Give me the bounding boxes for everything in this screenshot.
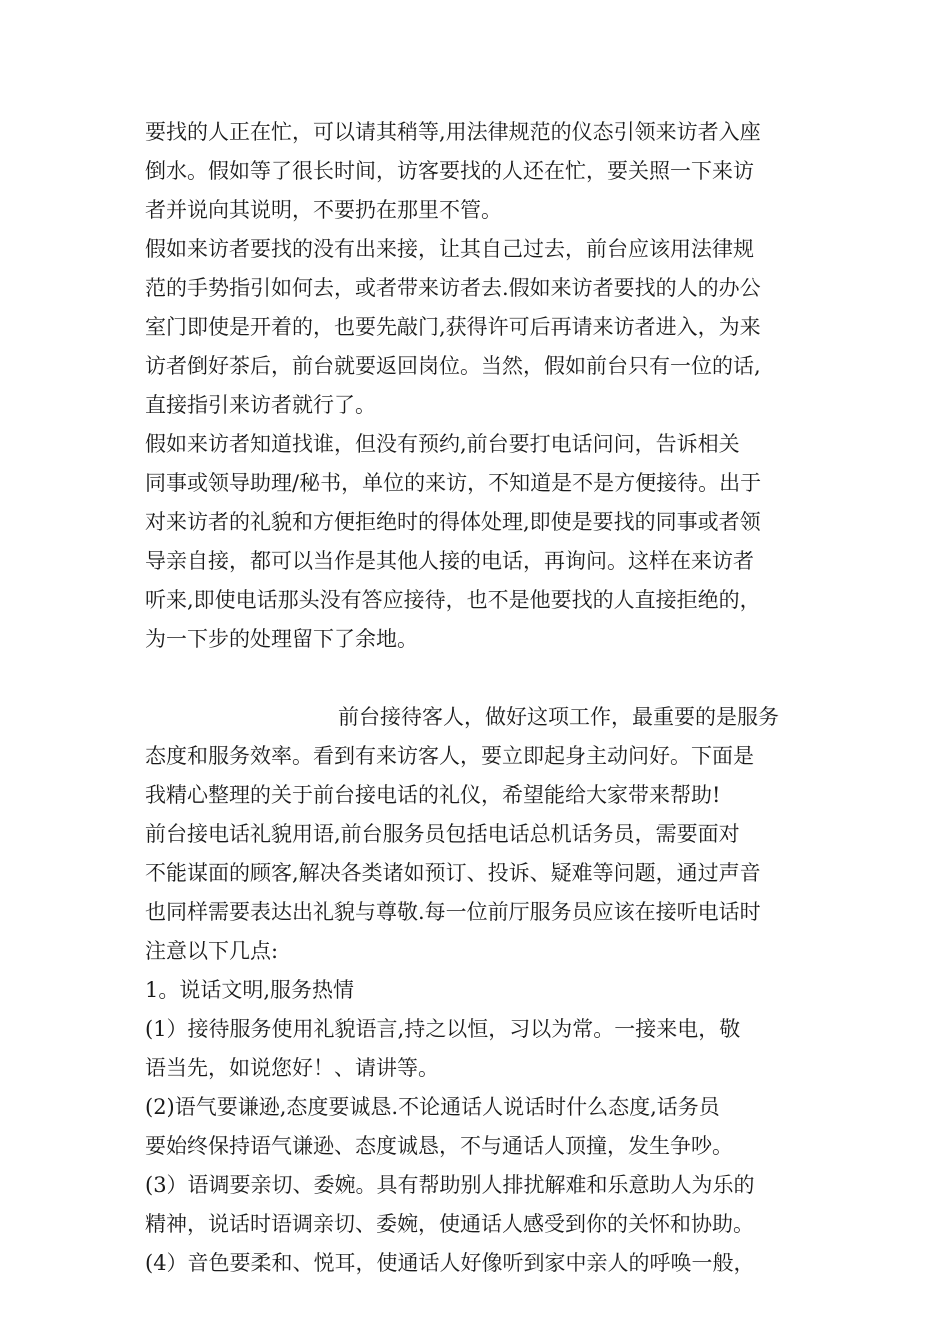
text-line: 室门即使是开着的，也要先敲门,获得许可后再请来访者进入，为来 bbox=[145, 315, 761, 339]
text-line: 直接指引来访者就行了。 bbox=[145, 393, 376, 417]
text-line: 不能谋面的顾客,解决各类诸如预订、投诉、疑难等问题，通过声音 bbox=[145, 861, 761, 885]
text-line: 对来访者的礼貌和方便拒绝时的得体处理,即使是要找的同事或者领 bbox=[145, 510, 761, 534]
text-line: 为一下步的处理留下了余地。 bbox=[145, 627, 418, 651]
text-line: (3）语调要亲切、委婉。具有帮助别人排扰解难和乐意助人为乐的 bbox=[145, 1173, 755, 1197]
text-line: 注意以下几点: bbox=[145, 939, 279, 963]
text-line: 同事或领导助理/秘书，单位的来访，不知道是不是方便接待。出于 bbox=[145, 471, 762, 495]
text-line: 导亲自接，都可以当作是其他人接的电话，再询问。这样在来访者 bbox=[145, 549, 754, 573]
text-line: 听来,即使电话那头没有答应接待，也不是他要找的人直接拒绝的， bbox=[145, 588, 761, 612]
text-line: 前台接待客人，做好这项工作，最重要的是服务 bbox=[338, 705, 779, 729]
text-line: 态度和服务效率。看到有来访客人，要立即起身主动问好。下面是 bbox=[145, 744, 754, 768]
text-line: 范的手势指引如何去，或者带来访者去.假如来访者要找的人的办公 bbox=[145, 276, 761, 300]
text-line: 假如来访者要找的没有出来接，让其自己过去，前台应该用法律规 bbox=[145, 237, 754, 261]
text-line: 精神，说话时语调亲切、委婉，使通话人感受到你的关怀和协助。 bbox=[145, 1212, 754, 1236]
text-line: 假如来访者知道找谁，但没有预约,前台要打电话问问，告诉相关 bbox=[145, 432, 740, 456]
text-line: 1。说话文明,服务热情 bbox=[145, 978, 355, 1002]
text-line: 也同样需要表达出礼貌与尊敬.每一位前厅服务员应该在接听电话时 bbox=[145, 900, 761, 924]
text-line: 访者倒好茶后，前台就要返回岗位。当然，假如前台只有一位的话, bbox=[145, 354, 761, 378]
text-line: 倒水。假如等了很长时间，访客要找的人还在忙，要关照一下来访 bbox=[145, 159, 754, 183]
text-line: 前台接电话礼貌用语,前台服务员包括电话总机话务员，需要面对 bbox=[145, 822, 740, 846]
text-line: 者并说向其说明，不要扔在那里不管。 bbox=[145, 198, 502, 222]
text-line: 我精心整理的关于前台接电话的礼仪，希望能给大家带来帮助! bbox=[145, 783, 721, 807]
text-line: 语当先，如说您好！、请讲等。 bbox=[145, 1056, 439, 1080]
text-line: 要找的人正在忙，可以请其稍等,用法律规范的仪态引领来访者入座 bbox=[145, 120, 761, 144]
text-line: (2)语气要谦逊,态度要诚恳.不论通话人说话时什么态度,话务员 bbox=[145, 1095, 720, 1119]
text-line: (4）音色要柔和、悦耳，使通话人好像听到家中亲人的呼唤一般， bbox=[145, 1251, 755, 1275]
text-line: (1）接待服务使用礼貌语言,持之以恒，习以为常。一接来电，敬 bbox=[145, 1017, 741, 1041]
text-line: 要始终保持语气谦逊、态度诚恳，不与通话人顶撞，发生争吵。 bbox=[145, 1134, 733, 1158]
